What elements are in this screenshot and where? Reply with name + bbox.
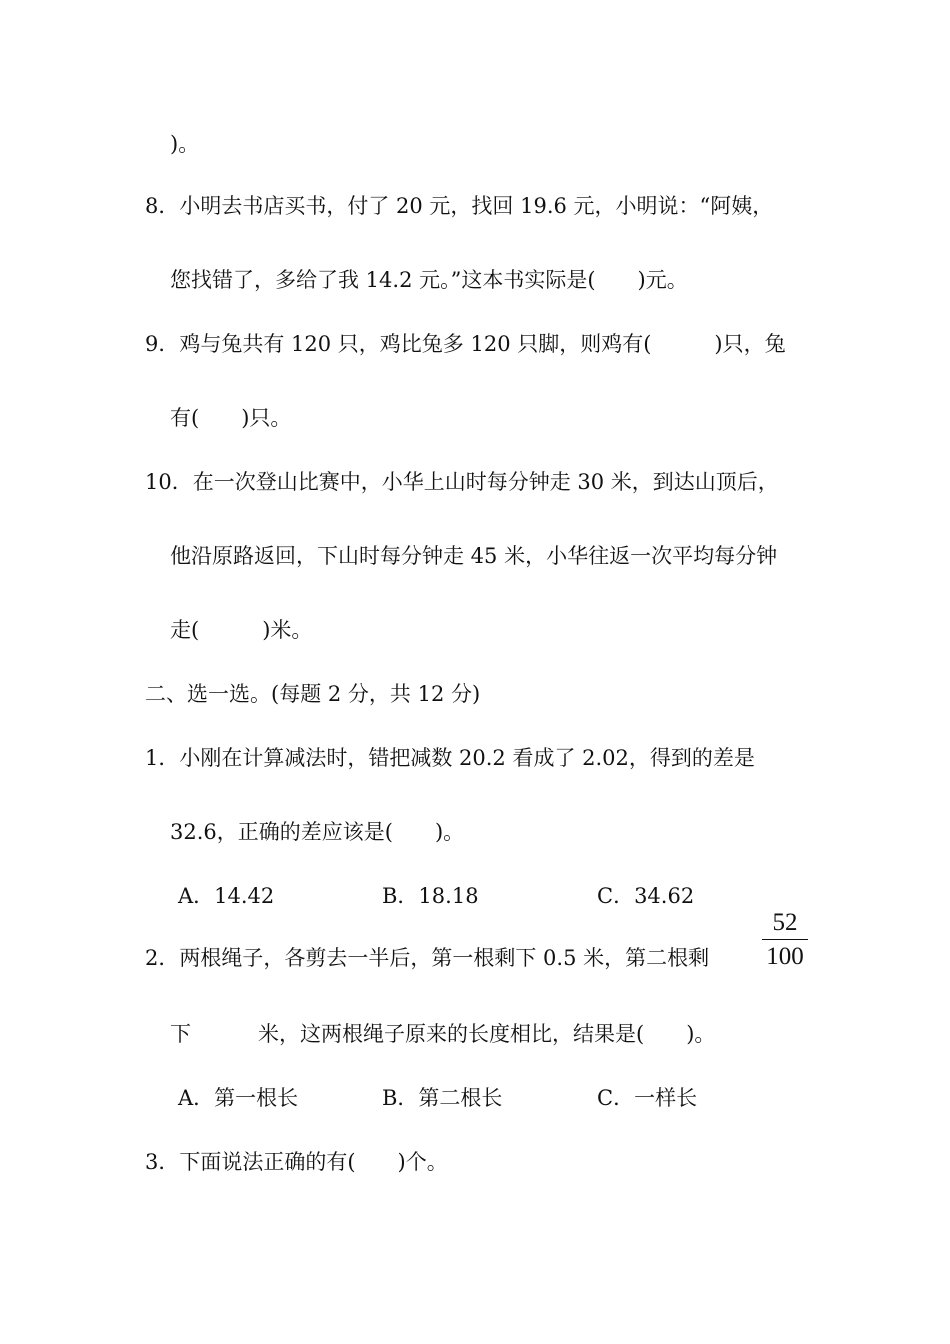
choice2-line2-start: 下 <box>170 1022 191 1046</box>
choice1-line2: 32.6，正确的差应该是( )。 <box>170 820 465 844</box>
fraction-bar <box>762 939 808 940</box>
q10-line3: 走( )米。 <box>170 618 313 642</box>
choice2-option-b: B．第二根长 <box>382 1086 503 1110</box>
choice1-line1: 1．小刚在计算减法时，错把减数 20.2 看成了 2.02，得到的差是 <box>145 746 755 770</box>
fraction-numerator: 52 <box>772 909 798 936</box>
q9-line2: 有( )只。 <box>170 406 292 430</box>
choice2-option-c: C．一样长 <box>597 1086 698 1110</box>
choice2-line2-rest: 米，这两根绳子原来的长度相比，结果是( )。 <box>258 1022 716 1046</box>
fraction-52-100 <box>762 908 808 972</box>
choice1-option-c: C．34.62 <box>597 884 695 908</box>
fraction-denominator: 100 <box>766 943 804 970</box>
q10-line2: 他沿原路返回，下山时每分钟走 45 米，小华往返一次平均每分钟 <box>170 544 778 568</box>
choice1-option-b: B．18.18 <box>382 884 479 908</box>
q8-line2: 您找错了，多给了我 14.2 元。”这本书实际是( )元。 <box>170 268 688 292</box>
q8-line1: 8．小明去书店买书，付了 20 元，找回 19.6 元，小明说：“阿姨， <box>145 194 774 218</box>
choice1-option-a: A．14.42 <box>178 884 275 908</box>
choice2-line1: 2．两根绳子，各剪去一半后，第一根剩下 0.5 米，第二根剩 <box>145 946 710 970</box>
q10-line1: 10．在一次登山比赛中，小华上山时每分钟走 30 米，到达山顶后， <box>145 470 779 494</box>
choice2-option-a: A．第一根长 <box>178 1086 299 1110</box>
section-2-heading: 二、选一选。(每题 2 分，共 12 分) <box>145 682 481 706</box>
choice3-line1: 3．下面说法正确的有( )个。 <box>145 1150 448 1174</box>
q9-line1: 9．鸡与兔共有 120 只，鸡比兔多 120 只脚，则鸡有( )只，兔 <box>145 332 786 356</box>
q7-continuation: )。 <box>170 132 200 156</box>
